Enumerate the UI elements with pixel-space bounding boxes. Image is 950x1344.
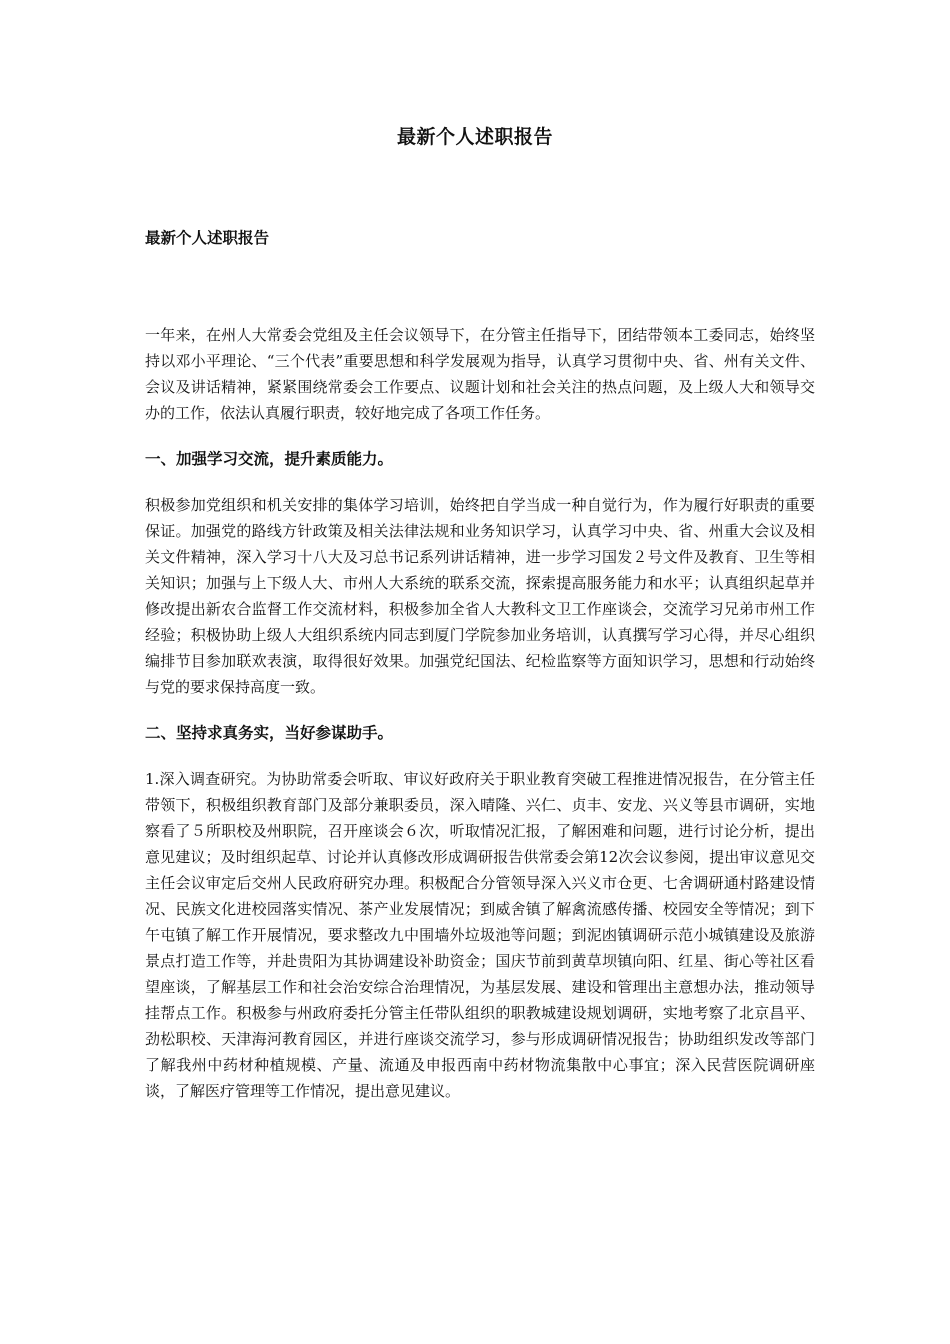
document-body [145,226,815,1124]
intro-paragraph: 一年来，在州人大常委会党组及主任会议领导下，在分管主任指导下，团结带领本工委同志，始终坚持以邓小平理论、“三个代表”重要思想和科学发展观为指导，认真学习贯彻中央、省、州有关文件、会议及讲话精神，紧紧围绕常委会工作要点、议题计划和社会关注的热点问题，及上级人大和领导交办的工作，依法认真履行职责，较好地完成了各项工作任务。 [145,326,815,422]
document-subtitle: 最新个人述职报告 [145,229,270,247]
section-2-heading: 二、坚持求真务实，当好参谋助手。 [145,724,394,742]
section-1-paragraph: 积极参加党组织和机关安排的集体学习培训，始终把自学当成一种自觉行为，作为履行好职责的重要保证。加强党的路线方针政策及相关法律法规和业务知识学习，认真学习中央、省、州重大会议及相关文件精神，深入学习十八大及习总书记系列讲话精神，进一步学习国发２号文件及教育、卫生等相关知识；加强与上下级人大、市州人大系统的联系交流，探索提高服务能力和水平；认真组织起草并修改提出新农合监督工作交流材料，积极参加全省人大教科文卫工作座谈会，交流学习兄弟市州工作经验；积极协助上级人大组织系统内同志到厦门学院参加业务培训，认真撰写学习心得，并尽心组织编排节目参加联欢表演，取得很好效果。加强党纪国法、纪检监察等方面知识学习，思想和行动始终与党的要求保持高度一致。 [145,496,815,696]
document-title: 最新个人述职报告 [396,126,553,148]
section-1-heading: 一、加强学习交流，提升素质能力。 [145,450,394,468]
section-2-paragraph: 1.深入调查研究。为协助常委会听取、审议好政府关于职业教育突破工程推进情况报告，在分管主任带领下，积极组织教育部门及部分兼职委员，深入晴隆、兴仁、贞丰、安龙、兴义等县市调研，实地察看了５所职校及州职院，召开座谈会６次，听取情况汇报，了解困难和问题，进行讨论分析，提出意见建议；及时组织起草、讨论并认真修改形成调研报告供常委会第12次会议参阅，提出审议意见交主任会议审定后交州人民政府研究办理。积极配合分管领导深入兴义市仓更、七舍调研通村路建设情况、民族文化进校园落实情况、茶产业发展情况；到威舍镇了解禽流感传播、校园安全等情况；到下午屯镇了解工作开展情况，要求整改九中围墙外垃圾池等问题；到泥凼镇调研示范小城镇建设及旅游景点打造工作等，并赴贵阳为其协调建设补助资金；国庆节前到黄草坝镇向阳、红星、街心等社区看望座谈，了解基层工作和社会治安综合治理情况，为基层发展、建设和管理出主意想办法，推动领导挂帮点工作。积极参与州政府委托分管主任带队组织的职教城建设规划调研，实地考察了北京昌平、劲松职校、天津海河教育园区，并进行座谈交流学习，参与形成调研情况报告；协助组织发改等部门了解我州中药材种植规模、产量、流通及申报西南中药材物流集散中心事宜；深入民营医院调研座谈，了解医疗管理等工作情况，提出意见建议。 [145,770,815,1100]
